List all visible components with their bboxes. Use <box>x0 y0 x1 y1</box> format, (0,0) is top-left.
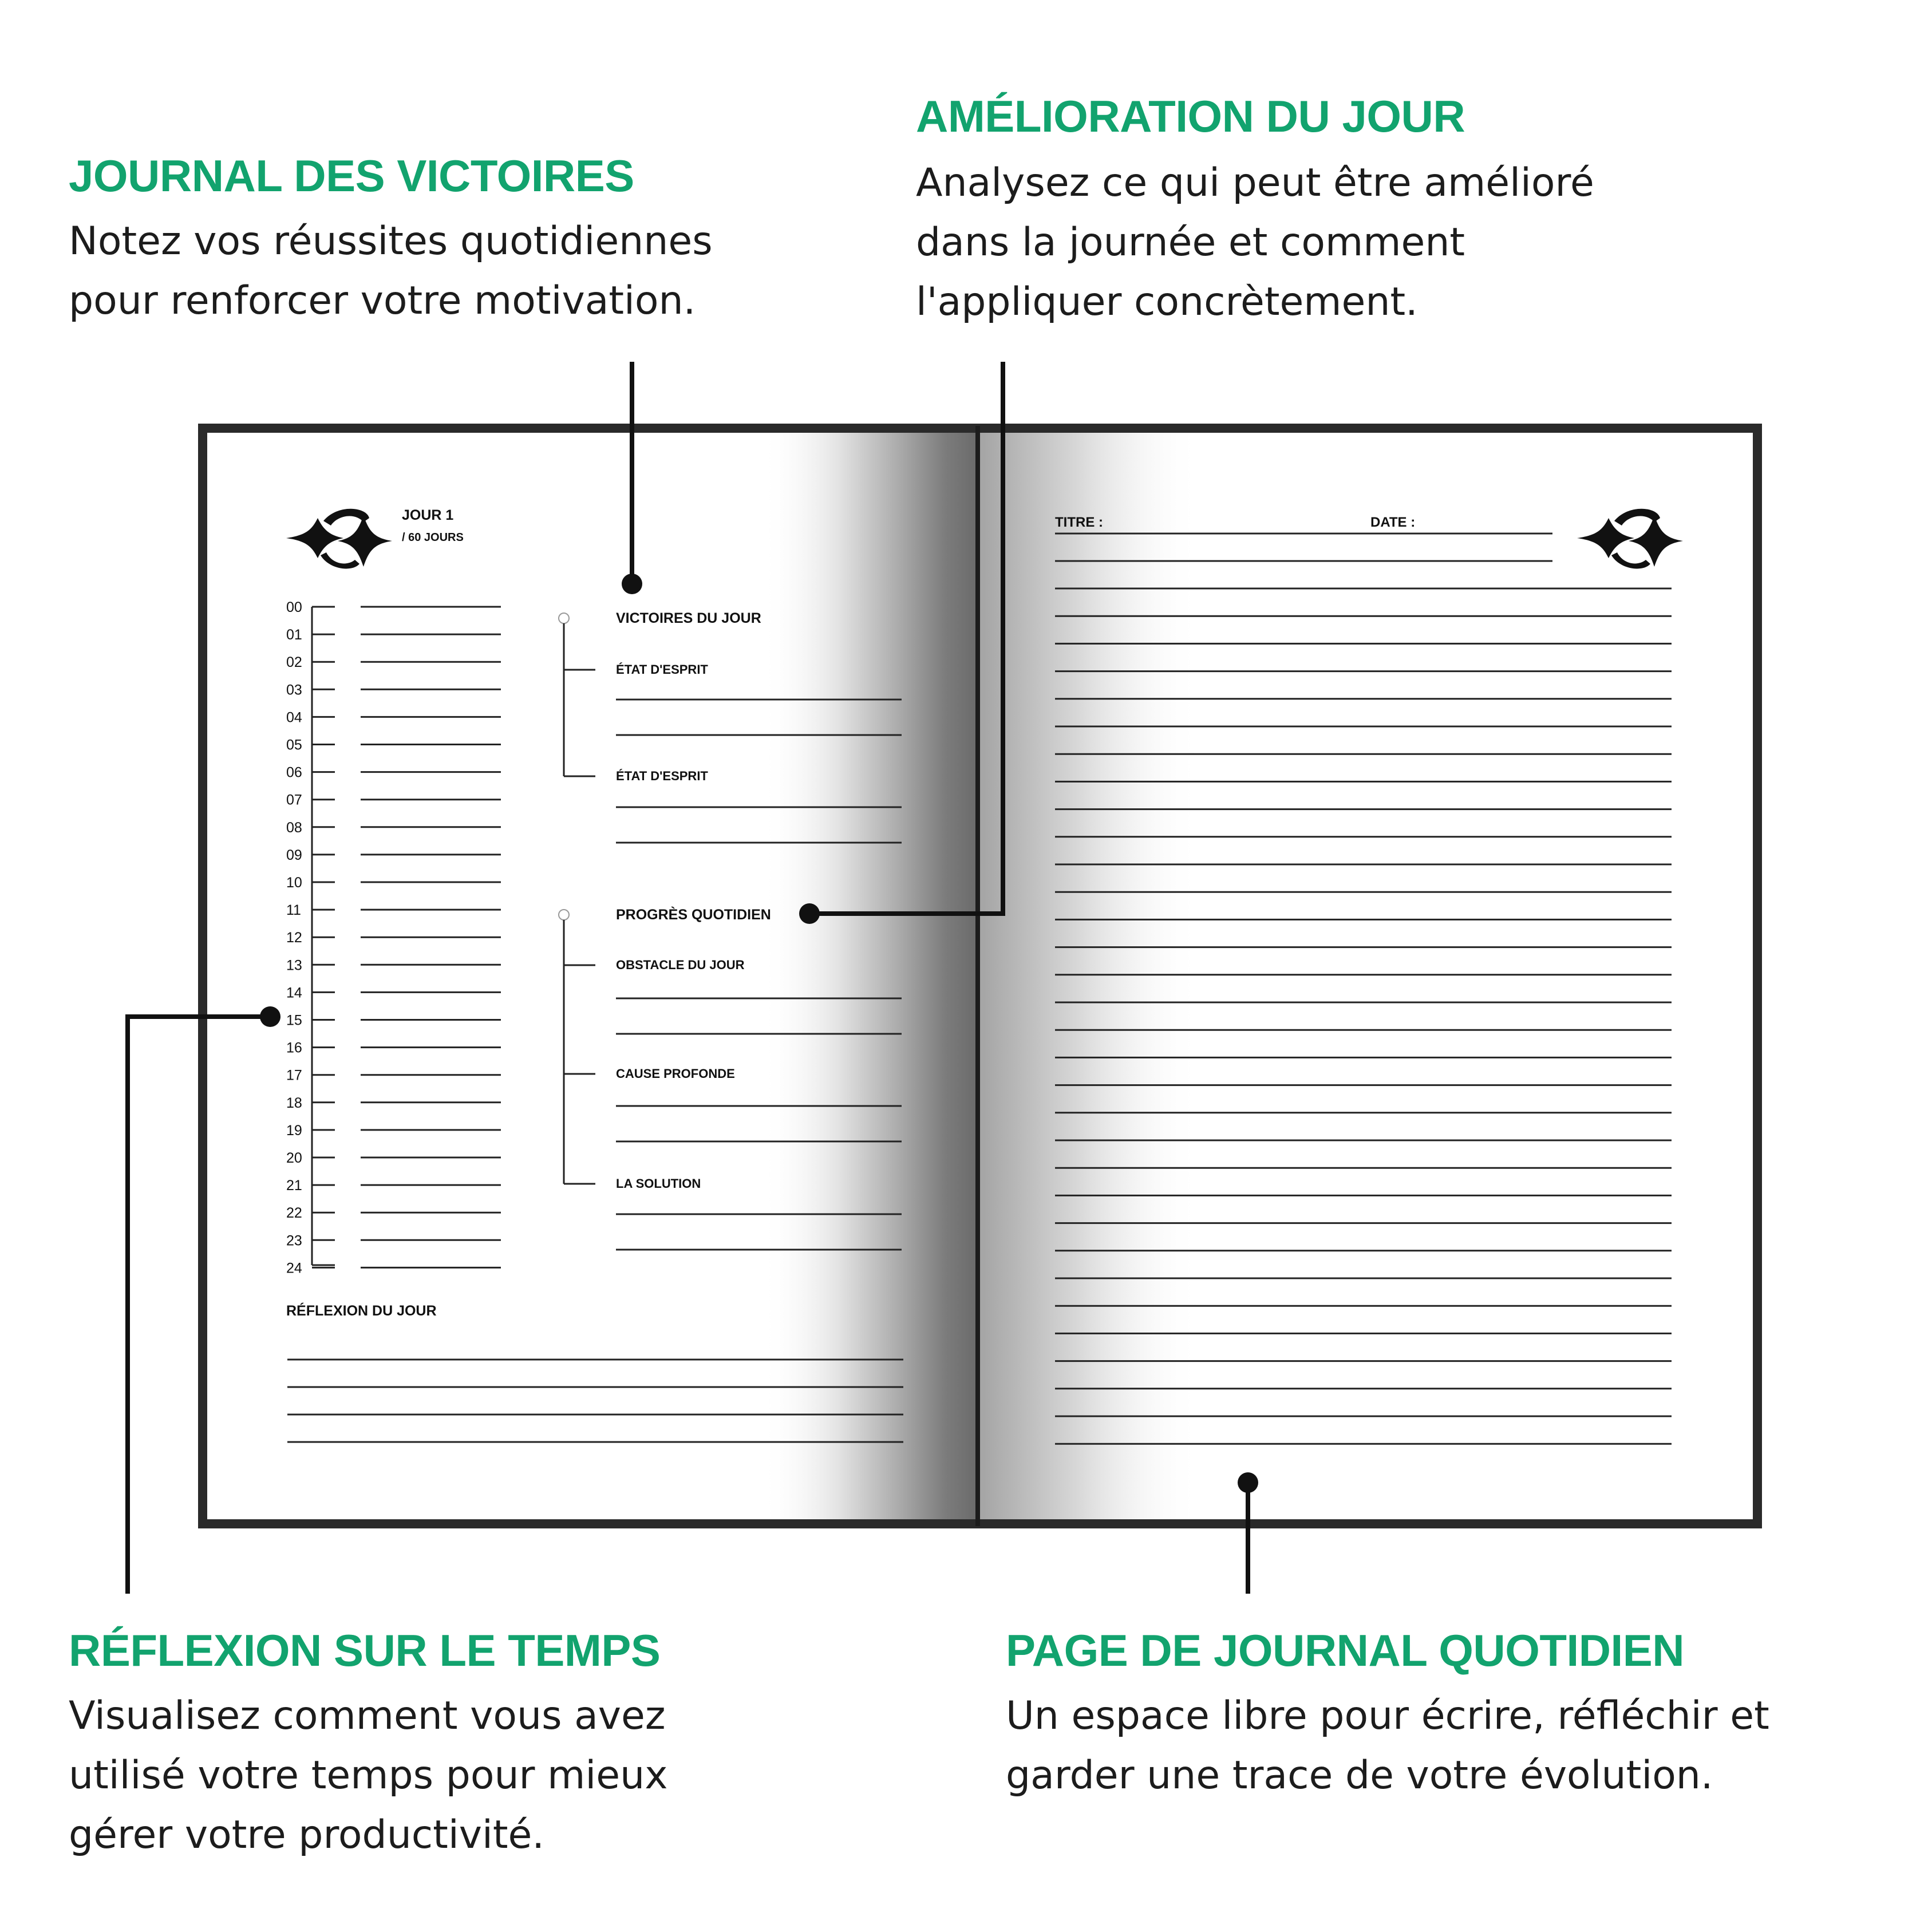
hour-label: 00 <box>286 599 302 615</box>
title-label: TITRE : <box>1055 515 1103 530</box>
hour-label: 21 <box>286 1178 302 1194</box>
hour-label: 13 <box>286 957 302 974</box>
day-label: JOUR 1 <box>402 507 454 523</box>
dot-victoires <box>622 574 642 594</box>
hour-label: 23 <box>286 1232 302 1249</box>
hour-label: 05 <box>286 737 302 753</box>
hour-label: 07 <box>286 792 302 808</box>
progress-item-1: OBSTACLE DU JOUR <box>616 958 745 972</box>
hour-label: 16 <box>286 1040 302 1056</box>
callout-journal-title: PAGE DE JOURNAL QUOTIDIEN <box>1006 1625 1685 1676</box>
progress-item-2: CAUSE PROFONDE <box>616 1066 735 1081</box>
hour-label: 19 <box>286 1122 302 1139</box>
right-page-gutter-shadow <box>978 430 1201 1522</box>
hour-label: 14 <box>286 985 302 1001</box>
hour-label: 24 <box>286 1260 302 1277</box>
hour-label: 12 <box>286 930 302 946</box>
callout-victoires-text: Notez vos réussites quotidiennes pour renforcer votre motivation. <box>69 219 713 323</box>
hour-label: 04 <box>286 709 302 726</box>
hour-label: 20 <box>286 1150 302 1166</box>
dot-journal <box>1238 1472 1258 1493</box>
callout-amelioration-title: AMÉLIORATION DU JOUR <box>916 91 1465 141</box>
victories-item-2: ÉTAT D'ESPRIT <box>616 769 708 783</box>
reflection-heading: RÉFLEXION DU JOUR <box>286 1303 437 1319</box>
hour-label: 09 <box>286 847 302 863</box>
progress-heading: PROGRÈS QUOTIDIEN <box>616 907 771 923</box>
day-total: / 60 JOURS <box>402 531 464 544</box>
callout-victoires-title: JOURNAL DES VICTOIRES <box>69 151 634 201</box>
victories-heading: VICTOIRES DU JOUR <box>616 610 761 626</box>
victories-item-1: ÉTAT D'ESPRIT <box>616 662 708 677</box>
hour-label: 02 <box>286 654 302 671</box>
progress-bullet-icon <box>559 910 569 920</box>
hour-label: 10 <box>286 875 302 891</box>
victories-bullet-icon <box>559 613 569 623</box>
hour-label: 15 <box>286 1012 302 1029</box>
hour-label: 18 <box>286 1095 302 1111</box>
hour-label: 22 <box>286 1205 302 1222</box>
left-page-gutter-shadow <box>761 430 978 1522</box>
callout-amelioration-text: Analysez ce qui peut être amélioré dans la journée et comment l'appliquer concrètement. <box>916 160 1594 325</box>
callout-temps-text: Visualisez comment vous avez utilisé votre temps pour mieux gérer votre productivité. <box>69 1693 668 1858</box>
date-label: DATE : <box>1370 515 1416 530</box>
hour-label: 17 <box>286 1067 302 1084</box>
dot-amelioration <box>799 903 820 924</box>
hour-label: 03 <box>286 682 302 698</box>
callout-journal-text: Un espace libre pour écrire, réfléchir et garder une trace de votre évolution. <box>1006 1693 1769 1798</box>
hour-label: 08 <box>286 819 302 836</box>
callout-temps-title: RÉFLEXION SUR LE TEMPS <box>69 1625 661 1676</box>
hour-label: 11 <box>286 902 301 919</box>
hour-label: 01 <box>286 627 302 643</box>
progress-item-3: LA SOLUTION <box>616 1176 701 1191</box>
hour-label: 06 <box>286 764 302 781</box>
dot-temps <box>260 1006 280 1027</box>
